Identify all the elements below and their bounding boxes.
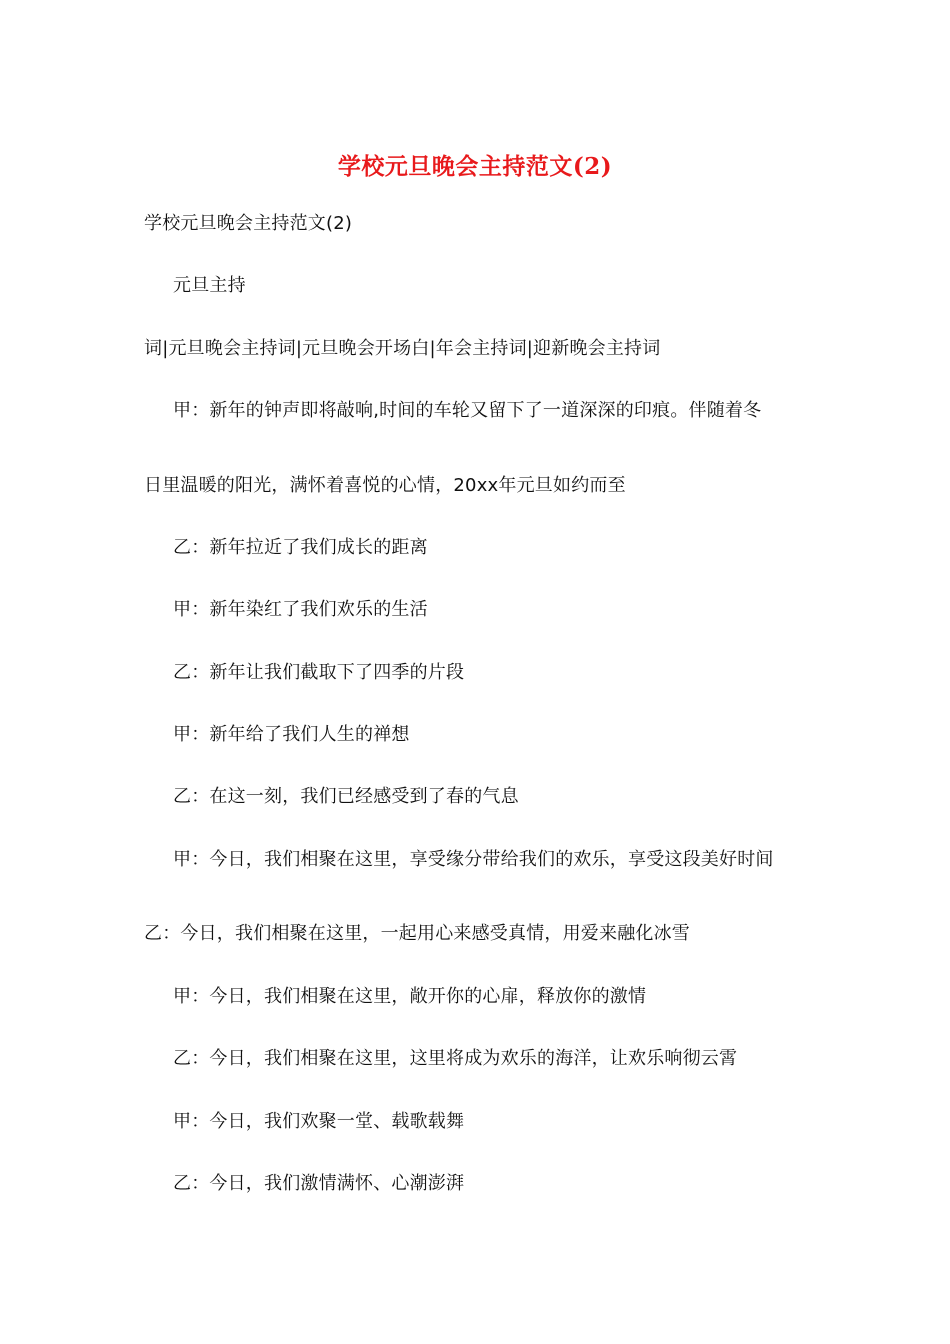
paragraph-line: 甲：新年染红了我们欢乐的生活: [173, 599, 428, 620]
paragraph-line: 日里温暖的阳光，满怀着喜悦的心情，20xx年元旦如约而至: [144, 475, 626, 496]
paragraph-line: 乙：新年让我们截取下了四季的片段: [173, 662, 465, 683]
paragraph-line: 词|元旦晚会主持词|元旦晚会开场白|年会主持词|迎新晚会主持词: [144, 338, 661, 359]
paragraph-line: 乙：新年拉近了我们成长的距离: [173, 537, 428, 558]
subtitle-line: 学校元旦晚会主持范文(2): [144, 213, 353, 234]
paragraph-line: 甲：今日，我们相聚在这里，敞开你的心扉，释放你的激情: [173, 986, 647, 1007]
paragraph-line: 甲：新年的钟声即将敲响,时间的车轮又留下了一道深深的印痕。伴随着冬: [173, 400, 762, 421]
paragraph-line: 乙：今日，我们激情满怀、心潮澎湃: [173, 1173, 465, 1194]
paragraph-line: 元旦主持: [173, 275, 246, 296]
paragraph-line: 甲：今日，我们相聚在这里，享受缘分带给我们的欢乐，享受这段美好时间: [173, 849, 774, 870]
paragraph-line: 乙：在这一刻，我们已经感受到了春的气息: [173, 786, 519, 807]
paragraph-line: 乙：今日，我们相聚在这里，这里将成为欢乐的海洋，让欢乐响彻云霄: [173, 1048, 738, 1069]
paragraph-line: 乙：今日，我们相聚在这里，一起用心来感受真情，用爱来融化冰雪: [144, 923, 690, 944]
paragraph-line: 甲：今日，我们欢聚一堂、载歌载舞: [173, 1111, 465, 1132]
paragraph-line: 甲：新年给了我们人生的禅想: [173, 724, 410, 745]
document-title: 学校元旦晚会主持范文(2): [337, 153, 613, 180]
